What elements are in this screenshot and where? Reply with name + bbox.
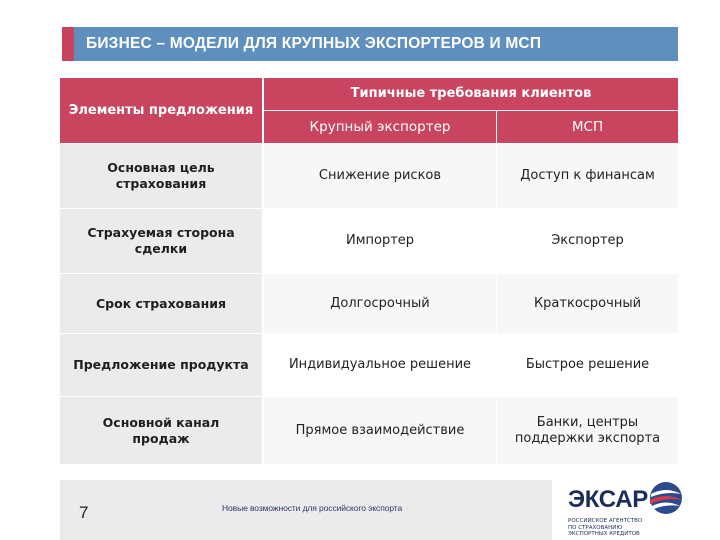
logo-subtitle: РОССИЙСКОЕ АГЕНТСТВО ПО СТРАХОВАНИЮ ЭКСПОРТНЫХ КРЕДИТОВ: [568, 518, 643, 537]
footer-tagline: Новые возможности для российского экспорта: [222, 503, 403, 513]
exar-logo: [568, 478, 690, 538]
logo-wordmark: ЭКСАР: [568, 486, 648, 513]
row-label-product-offer: Предложение продукта: [60, 334, 262, 396]
page-number: 7: [79, 503, 89, 522]
row-label-insurance-term: Срок страхования: [60, 274, 262, 333]
cell-large-exporter: Долгосрочный: [264, 274, 496, 333]
cell-large-exporter: Индивидуальное решение: [264, 334, 496, 396]
column-header-sme: МСП: [497, 111, 678, 143]
slide-title: БИЗНЕС – МОДЕЛИ ДЛЯ КРУПНЫХ ЭКСПОРТЕРОВ И МСП: [62, 27, 678, 61]
requirements-table: [60, 78, 678, 464]
row-label-sales-channel: Основной канал продаж: [60, 397, 262, 464]
cell-sme: Экспортер: [497, 209, 678, 273]
cell-sme: Доступ к финансам: [497, 144, 678, 208]
cell-large-exporter: Импортер: [264, 209, 496, 273]
globe-icon: [648, 480, 684, 516]
cell-sme: Быстрое решение: [497, 334, 678, 396]
row-label-insurance-goal: Основная цель страхования: [60, 144, 262, 208]
cell-large-exporter: Снижение рисков: [264, 144, 496, 208]
cell-sme: Краткосрочный: [497, 274, 678, 333]
row-label-insured-party: Страхуемая сторона сделки: [60, 209, 262, 273]
group-header: Типичные требования клиентов: [264, 78, 678, 110]
column-header-large-exporter: Крупный экспортер: [264, 111, 496, 143]
cell-sme: Банки, центры поддержки экспорта: [497, 397, 678, 464]
cell-large-exporter: Прямое взаимодействие: [264, 397, 496, 464]
corner-header: Элементы предложения: [60, 78, 262, 143]
